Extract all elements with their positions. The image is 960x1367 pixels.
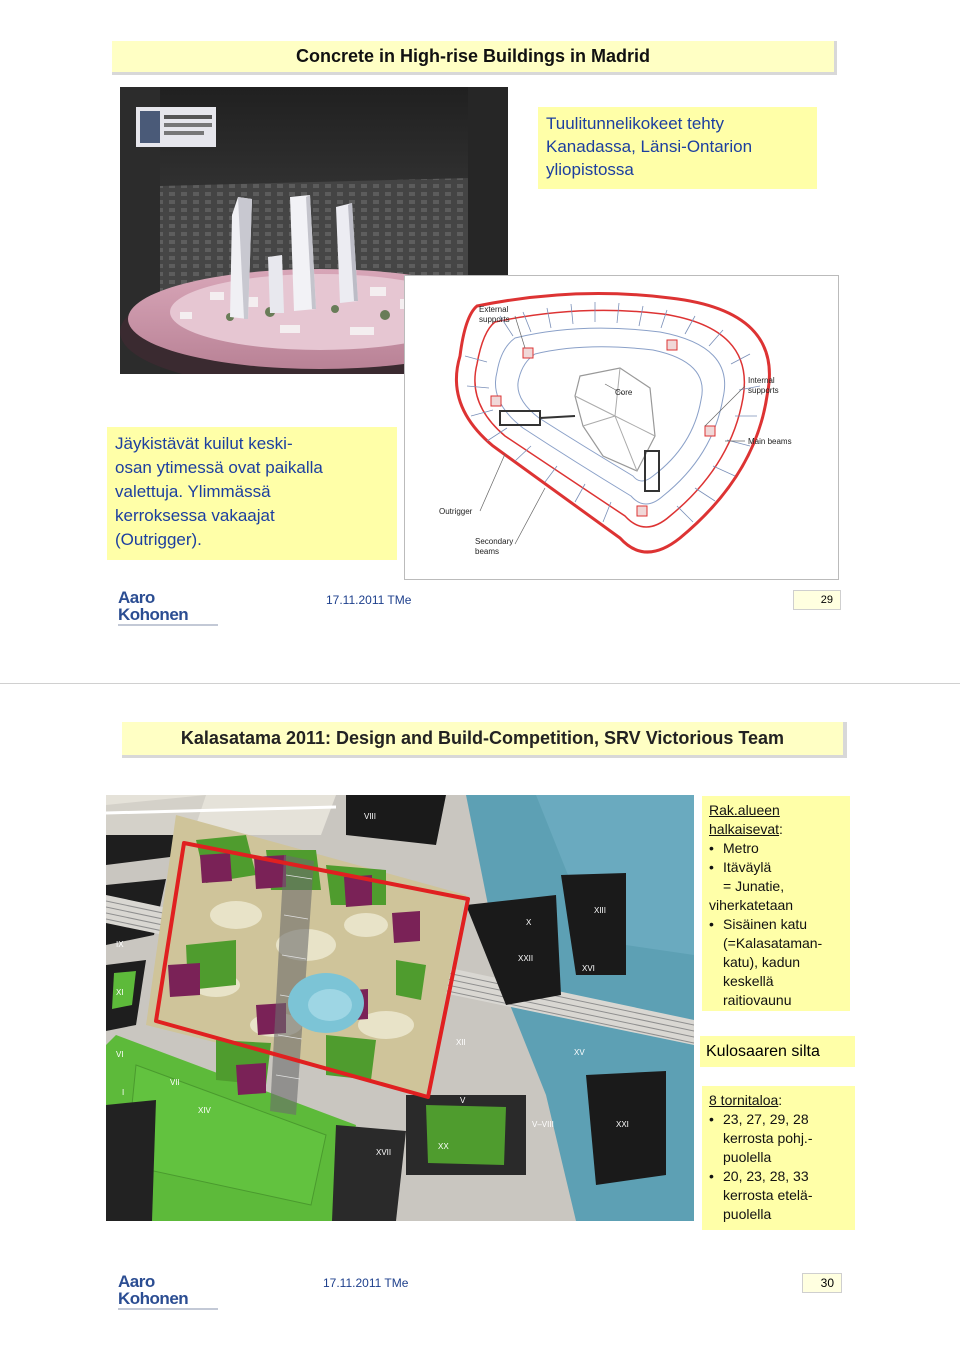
map-label-7: XV (574, 1048, 585, 1057)
map-label-16: V–VIII (532, 1120, 554, 1129)
wind-tunnel-note-line-3: yliopistossa (546, 160, 634, 179)
tower-note-item-south: • 20, 23, 28, 33 (709, 1167, 848, 1186)
company-logo (118, 1273, 218, 1310)
slide-title-bar (122, 722, 847, 758)
footer-date: 17.11.2011 TMe (323, 1276, 409, 1290)
map-label-12: XI (116, 988, 124, 997)
tower-note-list-1 (709, 1110, 848, 1129)
area-note-list (709, 839, 843, 877)
bridge-note (700, 1036, 855, 1067)
map-label-17: XXI (616, 1120, 629, 1129)
site-plan-svg (106, 795, 694, 1221)
area-note-heading-2: halkaisevat (709, 821, 780, 837)
map-label-14: XX (438, 1142, 449, 1151)
wind-tunnel-note (538, 107, 817, 189)
area-note-list-2 (709, 915, 843, 934)
tower-note-south-line-1: kerrosta etelä- (723, 1187, 813, 1203)
area-note-viherkatetaan: viherkatetaan (709, 897, 794, 913)
map-label-9: I (122, 1088, 125, 1097)
label-secondary-beams-1: Secondary (475, 537, 514, 546)
map-label-3: XIII (594, 906, 607, 915)
page-number: 29 (793, 590, 841, 610)
area-note-item-metro: • Metro (709, 839, 843, 858)
floor-plan-svg (405, 276, 839, 580)
map-label-18: XVII (376, 1148, 392, 1157)
map-label-6: XII (456, 1038, 466, 1047)
area-note-katu-line-2: katu), kadun (723, 954, 801, 970)
map-label-8: VI (116, 1050, 124, 1059)
footer-date: 17.11.2011 TMe (326, 593, 412, 607)
core-note-line-2: osan ytimessä ovat paikalla (115, 458, 323, 477)
company-logo-text: Aaro Kohonen (118, 1272, 189, 1308)
tower-note-north-line-2: puolella (723, 1149, 772, 1165)
label-internal-supports-2: supports (748, 386, 779, 395)
core-note-line-3: valettuja. Ylimmässä (115, 482, 271, 501)
tower-note-colon: : (778, 1092, 783, 1108)
area-note-item-katu: • Sisäinen katu (709, 915, 843, 934)
tower-note-heading-text: 8 tornitaloa (709, 1092, 779, 1108)
map-label-11: IX (116, 940, 124, 949)
core-note-line-5: (Outrigger). (115, 530, 202, 549)
wind-tunnel-note-line-2: Kanadassa, Länsi-Ontarion (546, 137, 753, 156)
map-label-2: X (526, 918, 532, 927)
slide-title: Kalasatama 2011: Design and Build-Competition, SRV Victorious Team (180, 728, 785, 748)
floor-plan-drawing (404, 275, 839, 580)
page-number: 30 (802, 1273, 842, 1293)
company-logo (118, 589, 218, 626)
company-logo-text: Aaro Kohonen (118, 588, 189, 624)
label-main-beams: Main beams (748, 437, 792, 446)
label-external-supports-1: External (479, 305, 509, 314)
area-note-katu-line-3: keskellä (723, 973, 774, 989)
tower-note-list-2 (709, 1167, 848, 1186)
core-note-line-1: Jäykistävät kuilut keski- (115, 434, 293, 453)
area-note-heading-1: Rak.alueen (709, 802, 780, 818)
company-logo-bar (118, 1308, 218, 1310)
map-label-10: VII (170, 1078, 180, 1087)
label-core: Core (615, 388, 633, 397)
label-outrigger: Outrigger (439, 507, 473, 516)
slide-title: Concrete in High-rise Buildings in Madrid (295, 46, 651, 66)
area-note-heading (709, 801, 843, 839)
site-plan-map (106, 795, 694, 1221)
slide-title-bar (112, 41, 837, 75)
company-logo-bar (118, 624, 218, 626)
label-external-supports-2: supports (479, 315, 510, 324)
area-note-katu-line-4: raitiovaunu (723, 992, 792, 1008)
tower-note (702, 1086, 855, 1230)
tower-note-item-north: • 23, 27, 29, 28 (709, 1110, 848, 1129)
bridge-note-text: Kulosaaren silta (706, 1043, 820, 1060)
area-note-katu-line-1: (=Kalasataman- (723, 935, 823, 951)
tower-note-south-line-2: puolella (723, 1206, 772, 1222)
area-note-colon: : (779, 821, 783, 837)
slide-30 (0, 684, 960, 1367)
wind-tunnel-note-line-1: Tuulitunnelikokeet tehty (546, 114, 724, 133)
area-note (702, 796, 850, 1011)
core-note (107, 427, 397, 560)
label-internal-supports-1: Internal (748, 376, 775, 385)
area-note-item-itavayla: • Itäväylä (709, 858, 843, 877)
core-note-line-4: kerroksessa vakaajat (115, 506, 275, 525)
map-label-13: XIV (198, 1106, 211, 1115)
map-label-4: XXII (518, 954, 534, 963)
tower-note-heading (709, 1091, 848, 1110)
map-label-5: XVI (582, 964, 595, 973)
area-note-junatie: = Junatie, (723, 878, 785, 894)
map-label-1: VIII (364, 812, 377, 821)
tower-note-north-line-1: kerrosta pohj.- (723, 1130, 813, 1146)
map-label-15: V (460, 1096, 466, 1105)
label-secondary-beams-2: beams (475, 547, 500, 556)
slide-29 (0, 0, 960, 683)
